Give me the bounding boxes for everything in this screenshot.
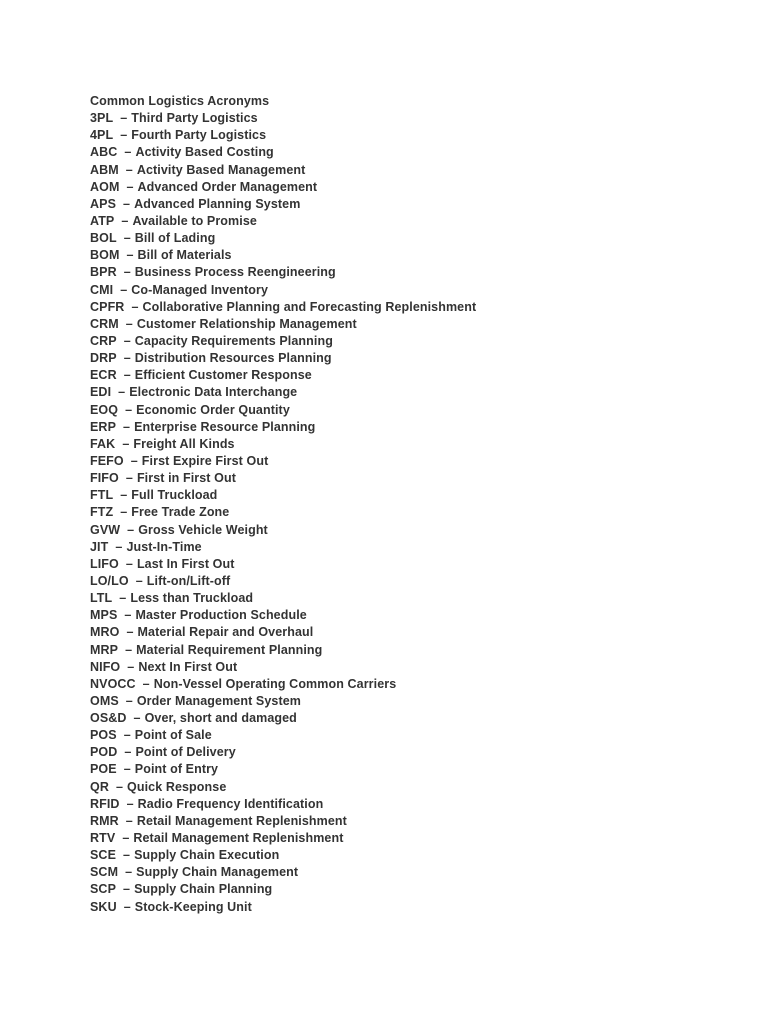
acronym-entry — [90, 247, 730, 264]
acronym-abbreviation: FAK — [90, 436, 116, 451]
acronym-abbreviation: MPS — [90, 608, 118, 623]
acronym-separator: – — [119, 591, 127, 606]
acronym-entry — [90, 864, 730, 881]
acronym-meaning: Master Production Schedule — [135, 608, 307, 623]
acronym-separator: – — [123, 368, 131, 383]
acronym-entry — [90, 761, 730, 778]
acronym-abbreviation: EDI — [90, 385, 112, 400]
acronym-separator: – — [130, 453, 138, 468]
acronym-abbreviation: 3PL — [90, 111, 114, 126]
acronym-separator: – — [123, 196, 131, 211]
acronym-meaning: Capacity Requirements Planning — [134, 333, 333, 348]
acronym-abbreviation: ATP — [90, 213, 115, 228]
acronym-separator: – — [123, 333, 131, 348]
acronym-meaning: Advanced Planning System — [134, 196, 301, 211]
acronym-entry — [90, 196, 730, 213]
acronym-separator: – — [118, 385, 126, 400]
acronym-separator: – — [125, 471, 133, 486]
acronym-meaning: Advanced Order Management — [137, 179, 318, 194]
acronym-entry — [90, 573, 730, 590]
acronym-separator: – — [123, 899, 131, 914]
acronym-separator: – — [125, 316, 133, 331]
acronym-entry — [90, 624, 730, 641]
acronym-meaning: Efficient Customer Response — [134, 368, 312, 383]
acronym-separator: – — [135, 573, 143, 588]
acronym-abbreviation: LO/LO — [90, 573, 129, 588]
acronym-meaning: Lift-on/Lift-off — [146, 573, 231, 588]
acronym-separator: – — [120, 488, 128, 503]
acronym-meaning: Less than Truckload — [130, 591, 254, 606]
acronym-abbreviation: DRP — [90, 351, 117, 366]
acronym-abbreviation: 4PL — [90, 128, 114, 143]
acronym-entry — [90, 127, 730, 144]
acronym-entry — [90, 453, 730, 470]
acronym-abbreviation: FIFO — [90, 471, 119, 486]
acronym-entry — [90, 556, 730, 573]
acronym-abbreviation: RFID — [90, 796, 120, 811]
acronym-entry — [90, 796, 730, 813]
acronym-abbreviation: LIFO — [90, 556, 119, 571]
acronym-entry — [90, 659, 730, 676]
acronym-entry — [90, 367, 730, 384]
acronym-abbreviation: FEFO — [90, 453, 124, 468]
acronym-abbreviation: OS&D — [90, 711, 127, 726]
acronym-entry — [90, 282, 730, 299]
acronym-meaning: Supply Chain Management — [136, 865, 299, 880]
acronym-meaning: Material Repair and Overhaul — [137, 625, 314, 640]
acronym-separator: – — [123, 419, 131, 434]
acronym-meaning: Material Requirement Planning — [136, 642, 323, 657]
acronym-abbreviation: ABM — [90, 162, 119, 177]
acronym-abbreviation: CRP — [90, 333, 117, 348]
acronym-meaning: Next In First Out — [138, 659, 238, 674]
document-page — [90, 93, 730, 916]
acronym-meaning: Retail Management Replenishment — [136, 813, 347, 828]
acronym-separator: – — [124, 608, 132, 623]
acronym-separator: – — [131, 299, 139, 314]
acronym-entry — [90, 213, 730, 230]
acronym-separator: – — [122, 831, 130, 846]
acronym-entry — [90, 830, 730, 847]
acronym-abbreviation: BOL — [90, 231, 117, 246]
acronym-entry — [90, 590, 730, 607]
acronym-entry — [90, 744, 730, 761]
acronym-separator: – — [123, 351, 131, 366]
acronym-meaning: Stock-Keeping Unit — [134, 899, 252, 914]
acronym-meaning: Just-In-Time — [126, 539, 202, 554]
acronym-abbreviation: OMS — [90, 693, 119, 708]
acronym-separator: – — [126, 625, 134, 640]
acronym-abbreviation: RMR — [90, 813, 119, 828]
acronym-entry — [90, 727, 730, 744]
acronym-separator: – — [125, 402, 133, 417]
acronym-abbreviation: ABC — [90, 145, 118, 160]
acronym-entry — [90, 779, 730, 796]
acronym-entry — [90, 299, 730, 316]
acronym-meaning: Available to Promise — [132, 213, 257, 228]
acronym-entry — [90, 419, 730, 436]
acronym-meaning: Electronic Data Interchange — [129, 385, 298, 400]
acronym-meaning: First in First Out — [136, 471, 236, 486]
acronym-abbreviation: EOQ — [90, 402, 119, 417]
acronym-separator: – — [125, 813, 133, 828]
acronym-separator: – — [123, 265, 131, 280]
acronym-meaning: First Expire First Out — [141, 453, 269, 468]
acronym-separator: – — [133, 711, 141, 726]
acronym-entry — [90, 522, 730, 539]
acronym-separator: – — [142, 676, 150, 691]
acronym-abbreviation: GVW — [90, 522, 121, 537]
acronym-abbreviation: BPR — [90, 265, 117, 280]
acronym-meaning: Full Truckload — [131, 488, 218, 503]
acronym-entry — [90, 402, 730, 419]
acronym-separator: – — [115, 779, 124, 794]
acronym-abbreviation: LTL — [90, 591, 113, 606]
acronym-separator: – — [127, 659, 135, 674]
acronym-separator: – — [123, 882, 131, 897]
acronym-meaning: Bill of Materials — [137, 248, 232, 263]
acronym-abbreviation: ERP — [90, 419, 117, 434]
acronym-meaning: Non-Vessel Operating Common Carriers — [153, 676, 397, 691]
acronym-meaning: Collaborative Planning and Forecasting Replenishment — [142, 299, 477, 314]
acronym-entry — [90, 350, 730, 367]
acronym-meaning: Bill of Lading — [134, 231, 216, 246]
acronym-separator: – — [123, 231, 131, 246]
acronym-entry — [90, 333, 730, 350]
acronym-meaning: Fourth Party Logistics — [131, 128, 267, 143]
acronym-abbreviation: QR — [90, 779, 109, 794]
acronym-abbreviation: CMI — [90, 282, 114, 297]
acronym-entry — [90, 539, 730, 556]
acronym-abbreviation: NIFO — [90, 659, 121, 674]
acronym-entry — [90, 642, 730, 659]
acronym-abbreviation: CPFR — [90, 299, 125, 314]
acronym-abbreviation: APS — [90, 196, 117, 211]
acronym-entry — [90, 470, 730, 487]
acronym-entry — [90, 144, 730, 161]
acronym-separator: – — [126, 796, 134, 811]
acronym-entry — [90, 847, 730, 864]
acronym-separator: – — [120, 128, 128, 143]
acronym-meaning: Retail Management Replenishment — [133, 831, 344, 846]
acronym-abbreviation: MRP — [90, 642, 119, 657]
acronym-abbreviation: SCM — [90, 865, 119, 880]
acronym-meaning: Point of Sale — [134, 728, 212, 743]
acronym-meaning: Activity Based Costing — [135, 145, 274, 160]
acronym-abbreviation: POD — [90, 745, 118, 760]
acronym-separator: – — [125, 162, 133, 177]
acronym-abbreviation: SCE — [90, 848, 117, 863]
acronym-meaning: Point of Entry — [134, 762, 219, 777]
acronym-meaning: Business Process Reengineering — [134, 265, 336, 280]
acronym-abbreviation: NVOCC — [90, 676, 136, 691]
acronym-meaning: Economic Order Quantity — [136, 402, 290, 417]
acronym-meaning: Last In First Out — [136, 556, 235, 571]
acronym-entry — [90, 813, 730, 830]
acronym-entry — [90, 230, 730, 247]
acronym-separator: – — [123, 848, 131, 863]
acronym-separator: – — [126, 179, 134, 194]
acronym-meaning: Supply Chain Execution — [134, 848, 280, 863]
acronym-abbreviation: POS — [90, 728, 117, 743]
acronym-meaning: Order Management System — [136, 693, 302, 708]
acronym-meaning: Point of Delivery — [135, 745, 236, 760]
acronym-meaning: Supply Chain Planning — [134, 882, 273, 897]
acronym-abbreviation: FTZ — [90, 505, 114, 520]
acronym-separator: – — [120, 282, 128, 297]
acronym-meaning: Quick Response — [127, 779, 227, 794]
acronym-entry — [90, 264, 730, 281]
acronym-separator: – — [120, 505, 128, 520]
acronym-separator: – — [122, 436, 130, 451]
acronym-separator: – — [124, 745, 132, 760]
acronym-abbreviation: RTV — [90, 831, 116, 846]
acronym-entry — [90, 899, 730, 916]
acronym-meaning: Co-Managed Inventory — [131, 282, 269, 297]
acronym-separator: – — [125, 556, 133, 571]
acronym-meaning: Distribution Resources Planning — [134, 351, 332, 366]
acronym-abbreviation: SCP — [90, 882, 117, 897]
acronym-meaning: Third Party Logistics — [131, 111, 258, 126]
acronym-entry — [90, 179, 730, 196]
acronym-entry — [90, 881, 730, 898]
acronym-abbreviation: MRO — [90, 625, 120, 640]
document-title: Common Logistics Acronyms — [90, 94, 270, 108]
acronym-entry — [90, 693, 730, 710]
acronym-separator: – — [125, 693, 133, 708]
acronym-abbreviation: ECR — [90, 368, 117, 383]
acronym-separator: – — [124, 145, 132, 160]
acronym-list — [90, 110, 730, 916]
acronym-separator: – — [127, 522, 135, 537]
acronym-meaning: Gross Vehicle Weight — [138, 522, 268, 537]
acronym-separator: – — [125, 865, 133, 880]
acronym-meaning: Customer Relationship Management — [136, 316, 357, 331]
acronym-entry — [90, 110, 730, 127]
acronym-entry — [90, 504, 730, 521]
acronym-separator: – — [123, 728, 131, 743]
acronym-separator: – — [126, 248, 134, 263]
acronym-abbreviation: FTL — [90, 488, 114, 503]
acronym-separator: – — [123, 762, 131, 777]
acronym-abbreviation: BOM — [90, 248, 120, 263]
acronym-abbreviation: POE — [90, 762, 117, 777]
acronym-meaning: Freight All Kinds — [133, 436, 235, 451]
acronym-abbreviation: JIT — [90, 539, 109, 554]
acronym-entry — [90, 436, 730, 453]
acronym-entry — [90, 607, 730, 624]
acronym-meaning: Over, short and damaged — [144, 711, 297, 726]
acronym-entry — [90, 710, 730, 727]
acronym-abbreviation: AOM — [90, 179, 120, 194]
acronym-meaning: Activity Based Management — [136, 162, 306, 177]
acronym-meaning: Enterprise Resource Planning — [134, 419, 316, 434]
acronym-meaning: Radio Frequency Identification — [137, 796, 324, 811]
acronym-entry — [90, 162, 730, 179]
acronym-meaning: Free Trade Zone — [131, 505, 230, 520]
acronym-entry — [90, 676, 730, 693]
acronym-abbreviation: CRM — [90, 316, 119, 331]
acronym-separator: – — [115, 539, 123, 554]
acronym-entry — [90, 487, 730, 504]
acronym-separator: – — [120, 111, 128, 126]
acronym-entry — [90, 384, 730, 401]
acronym-separator: – — [125, 642, 133, 657]
acronym-entry — [90, 316, 730, 333]
acronym-abbreviation: SKU — [90, 899, 117, 914]
acronym-separator: – — [121, 213, 129, 228]
